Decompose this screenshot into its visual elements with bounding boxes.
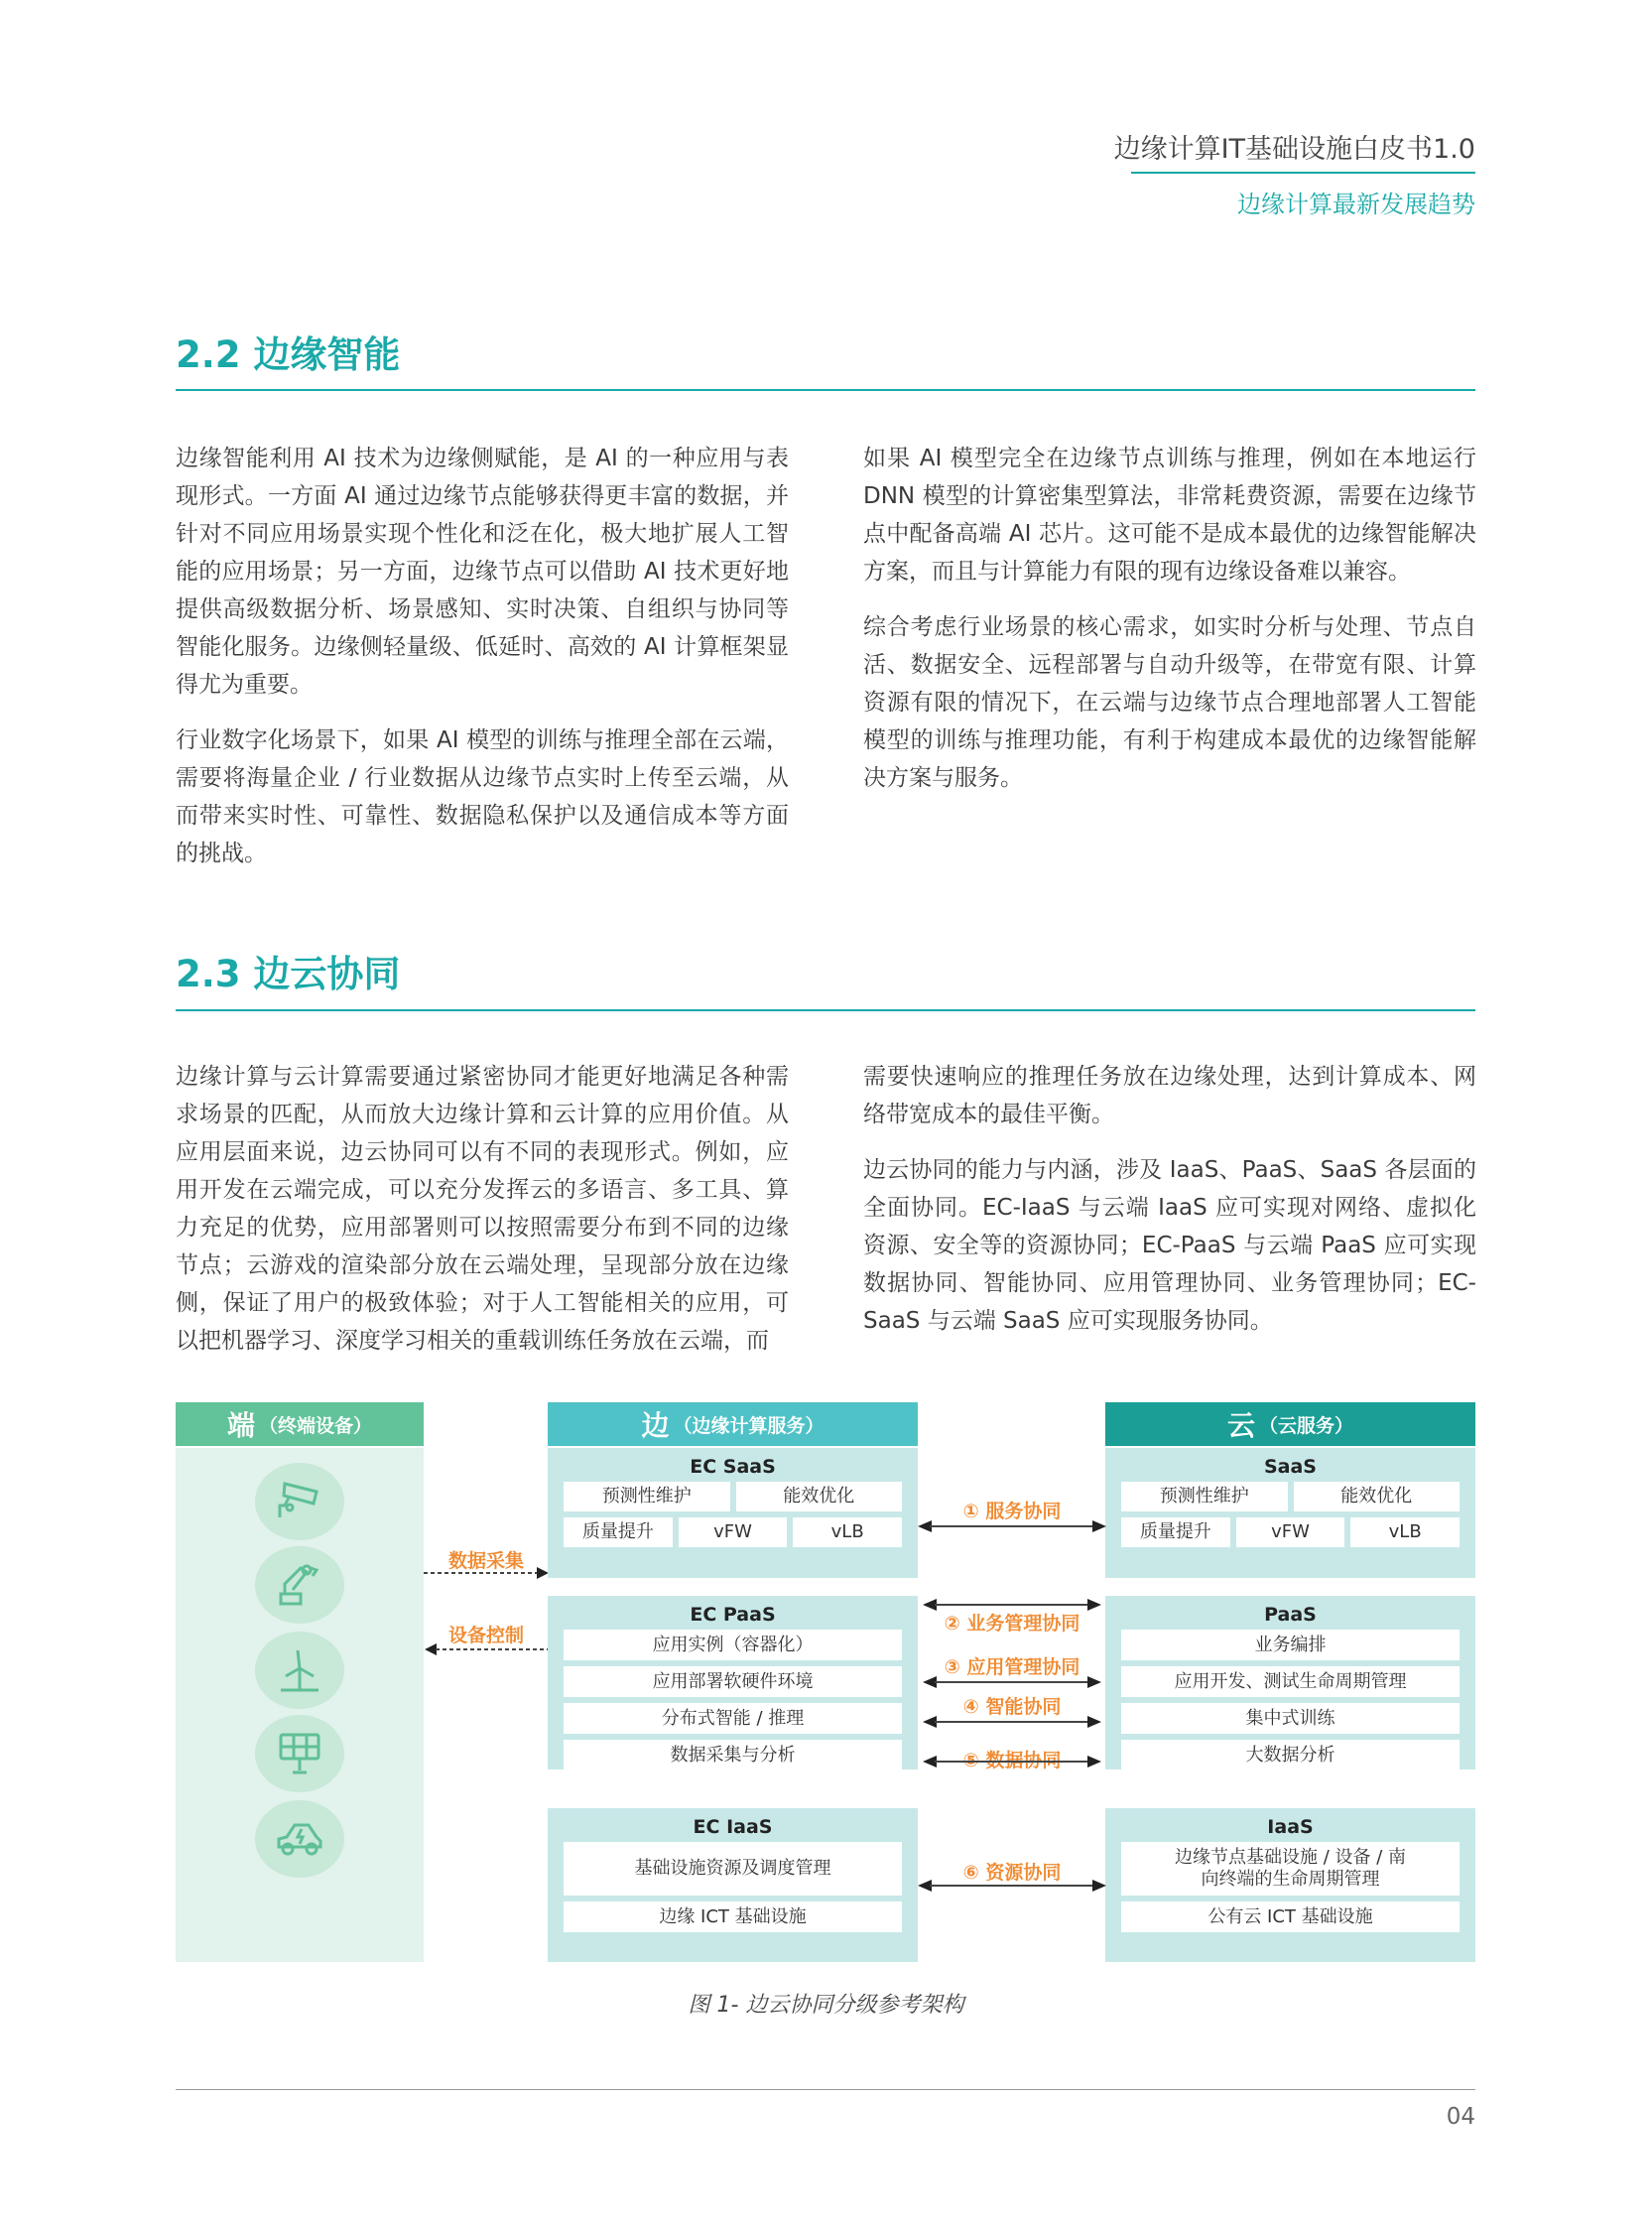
layer-item: 质量提升 xyxy=(564,1517,673,1547)
device-control-label: 设备控制 xyxy=(447,1625,524,1646)
electric-car-icon xyxy=(255,1800,344,1878)
business-mgmt-collab-label: ② 业务管理协同 xyxy=(944,1613,1080,1635)
layer-item: 边缘 ICT 基础设施 xyxy=(564,1901,902,1932)
paragraph: 边缘计算与云计算需要通过紧密协同才能更好地满足各种需求场景的匹配，从而放大边缘计算和云计算的应用价值。从应用层面来说，边云协同可以有不同的表现形式。例如，应用开发在云端完成，可以充分发挥云的多语言、多工具、算力充足的优势，应用部署则可以按照需要分布到不同的边缘节点；云游戏的渲染部分放在云端处理，呈现部分放在边缘侧，保证了用户的极致体验；对于人工智能相关的应用，可以把机器学习、深度学习相关的重载训练任务放在云端，而 xyxy=(176,1064,789,1354)
terminal-header xyxy=(176,1402,424,1446)
service-collab-label: ① 服务协同 xyxy=(962,1501,1062,1522)
page-number: 04 xyxy=(1446,2104,1475,2130)
paragraph: 行业数字化场景下，如果 AI 模型的训练与推理全部在云端，需要将海量企业 / 行业数据从边缘节点实时上传至云端，从而带来实时性、可靠性、数据隐私保护以及通信成本等方面的挑战。 xyxy=(176,727,789,866)
edge-label: 边 xyxy=(641,1409,670,1442)
paragraph: 如果 AI 模型完全在边缘节点训练与推理，例如在本地运行 DNN 模型的计算密集型算法，非常耗费资源，需要在边缘节点中配备高端 AI 芯片。这可能不是成本最优的边缘智能解决方案，而且与计算能力有限的现有边缘设备难以兼容。 xyxy=(863,446,1476,585)
ai-collab-label: ④ 智能协同 xyxy=(962,1696,1062,1718)
layer-title: PaaS xyxy=(1264,1604,1317,1626)
section-divider xyxy=(176,389,1475,391)
layer-item: 能效优化 xyxy=(736,1482,903,1511)
layer-item: vLB xyxy=(793,1517,902,1547)
ai-collab-arrow xyxy=(923,1715,1101,1729)
section-heading-2-3: 2.3 边云协同 xyxy=(176,953,401,995)
cloud-sublabel: （云服务） xyxy=(1259,1414,1354,1437)
layer-item: 应用实例（容器化） xyxy=(564,1630,902,1660)
figure-caption: 图 1- 边云协同分级参考架构 xyxy=(688,1993,964,2018)
cloud-saas-layer xyxy=(1105,1448,1475,1578)
terminal-label: 端 xyxy=(226,1409,255,1442)
layer-item: 质量提升 xyxy=(1121,1517,1230,1547)
paragraph: 边缘智能利用 AI 技术为边缘侧赋能，是 AI 的一种应用与表现形式。一方面 AI 通过边缘节点能够获得更丰富的数据，并针对不同应用场景实现个性化和泛在化，极大地扩展人工智能的应用场景；另一方面，边缘节点可以借助 AI 技术更好地提供高级数据分析、场景感知、实时决策、自组织与协同等智能化服务。边缘侧轻量级、低延时、高效的 AI 计算框架显得尤为重要。 xyxy=(176,446,789,698)
layer-item: 公有云 ICT 基础设施 xyxy=(1121,1901,1460,1932)
cloud-paas-layer xyxy=(1105,1596,1475,1769)
layer-title: EC SaaS xyxy=(690,1456,776,1478)
data-collab-label: ⑤ 数据协同 xyxy=(962,1750,1062,1771)
layer-item: vFW xyxy=(679,1517,788,1547)
chapter-title: 边缘计算最新发展趋势 xyxy=(1237,191,1475,218)
app-mgmt-collab-label: ③ 应用管理协同 xyxy=(944,1656,1080,1678)
cloud-label: 云 xyxy=(1226,1409,1255,1442)
layer-item: 边缘节点基础设施 / 设备 / 南向终端的生命周期管理 xyxy=(1121,1842,1460,1896)
terminal-sublabel: （终端设备） xyxy=(259,1414,373,1437)
layer-title: IaaS xyxy=(1267,1816,1314,1838)
section-2-3-left-column xyxy=(176,1058,789,1377)
section-heading-2-2: 2.2 边缘智能 xyxy=(176,333,401,376)
footer-divider xyxy=(176,2089,1475,2090)
layer-title: SaaS xyxy=(1263,1456,1317,1478)
section-2-2-left-column xyxy=(176,440,789,890)
resource-collab-arrow xyxy=(918,1879,1106,1893)
section-divider xyxy=(176,1009,1475,1011)
solar-panel-icon xyxy=(255,1715,344,1792)
layer-title: EC PaaS xyxy=(690,1604,776,1626)
edge-paas-layer xyxy=(548,1596,918,1769)
paragraph: 综合考虑行业场景的核心需求，如实时分析与处理、节点自活、数据安全、远程部署与自动升级等，在带宽有限、计算资源有限的情况下，在云端与边缘节点合理地部署人工智能模型的训练与推理功能，有利于构建成本最优的边缘智能解决方案与服务。 xyxy=(863,614,1476,791)
cloud-header xyxy=(1105,1402,1475,1446)
layer-item: vLB xyxy=(1350,1517,1460,1547)
layer-item: 预测性维护 xyxy=(1121,1482,1288,1511)
document-title: 边缘计算IT基础设施白皮书1.0 xyxy=(1113,134,1475,165)
edge-header xyxy=(548,1402,918,1446)
layer-item: 基础设施资源及调度管理 xyxy=(564,1842,902,1896)
data-collection-label: 数据采集 xyxy=(447,1550,524,1572)
resource-collab-label: ⑥ 资源协同 xyxy=(962,1862,1062,1884)
layer-item: 集中式训练 xyxy=(1121,1703,1460,1734)
section-2-3-right-column xyxy=(863,1058,1476,1358)
layer-item: 业务编排 xyxy=(1121,1630,1460,1660)
layer-item: 应用开发、测试生命周期管理 xyxy=(1121,1666,1460,1697)
layer-title: EC IaaS xyxy=(693,1816,773,1838)
business-mgmt-collab-arrow xyxy=(923,1598,1101,1612)
layer-item: 应用部署软硬件环境 xyxy=(564,1666,902,1697)
layer-item: 能效优化 xyxy=(1294,1482,1461,1511)
layer-item: 数据采集与分析 xyxy=(564,1740,902,1770)
edge-saas-layer xyxy=(548,1448,918,1578)
section-2-2-right-column xyxy=(863,440,1476,815)
layer-item: 大数据分析 xyxy=(1121,1740,1460,1770)
service-collab-arrow xyxy=(918,1519,1106,1533)
layer-item: 预测性维护 xyxy=(564,1482,730,1511)
device-control-arrow xyxy=(424,1642,550,1656)
layer-item: 分布式智能 / 推理 xyxy=(564,1703,902,1734)
camera-icon xyxy=(255,1463,344,1540)
data-collection-arrow xyxy=(424,1566,550,1580)
paragraph: 边云协同的能力与内涵，涉及 IaaS、PaaS、SaaS 各层面的全面协同。EC-IaaS 与云端 IaaS 应可实现对网络、虚拟化资源、安全等的资源协同；EC-PaaS 与云端 PaaS 应可实现数据协同、智能协同、应用管理协同、业务管理协同；EC-SaaS 与云端 SaaS 应可实现服务协同。 xyxy=(863,1157,1476,1334)
edge-sublabel: （边缘计算服务） xyxy=(673,1414,825,1437)
app-mgmt-collab-arrow xyxy=(923,1675,1101,1689)
data-collab-arrow xyxy=(923,1755,1101,1768)
cloud-iaas-layer xyxy=(1105,1808,1475,1962)
paragraph: 需要快速响应的推理任务放在边缘处理，达到计算成本、网络带宽成本的最佳平衡。 xyxy=(863,1064,1476,1127)
wind-turbine-icon xyxy=(255,1632,344,1709)
layer-item: vFW xyxy=(1236,1517,1345,1547)
edge-iaas-layer xyxy=(548,1808,918,1962)
header-divider xyxy=(1131,172,1475,174)
robot-arm-icon xyxy=(255,1546,344,1624)
